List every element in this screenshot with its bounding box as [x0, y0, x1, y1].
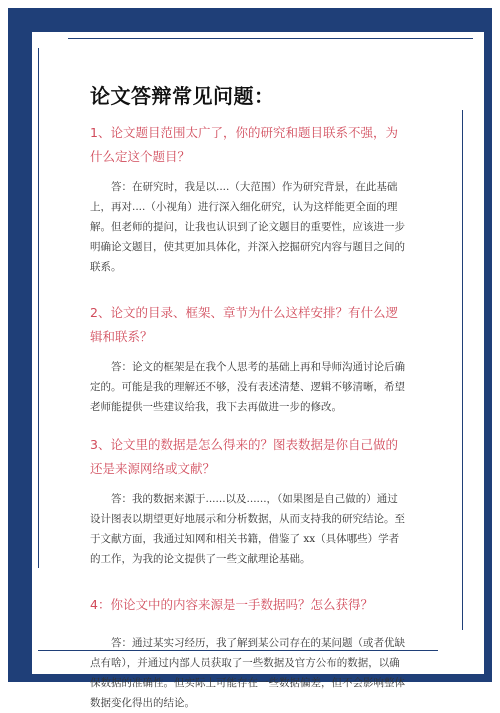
- answer-3: 答：我的数据来源于......以及......，（如果图是自己做的）通过设计图表以期望更好地展示和分析数据，从而支持我的研究结论。至于文献方面，我通过知网和相关书籍，借鉴了 xx（具体哪些）学者的工作，为我的论文提供了一些文献理论基础。: [90, 493, 405, 565]
- answer-2: 答：论文的框架是在我个人思考的基础上再和导师沟通讨论后确定的。可能是我的理解还不够，没有表述清楚、逻辑不够清晰，希望老师能提供一些建议给我，我下去再做进一步的修改。: [90, 361, 405, 413]
- right-rule: [462, 110, 463, 630]
- left-rule: [38, 48, 39, 568]
- answer-1: 答：在研究时，我是以....（大范围）作为研究背景，在此基础上，再对....（小视角）进行深入细化研究，认为这样能更全面的理解。但老师的提问，让我也认识到了论文题目的重要性，应该进一步明确论文题目，使其更加具体化，并深入挖掘研究内容与题目之间的联系。: [90, 181, 405, 273]
- page-title: 论文答辩常见问题：: [90, 84, 275, 108]
- answer-4: 答：通过某实习经历，我了解到某公司存在的某问题（或者优缺点有啥），并通过内部人员获取了一些数据及官方公布的数据，以确保数据的准确性。但实际上可能存在一些数据偏差，但不会影响整体数据变化得出的结论。: [90, 637, 405, 709]
- document-body: [90, 80, 408, 713]
- question-3: 3、论文里的数据是怎么得来的？图表数据是你自己做的还是来源网络或文献？: [90, 437, 398, 476]
- question-2: 2、论文的目录、框架、章节为什么这样安排？有什么逻辑和联系？: [90, 305, 398, 344]
- question-4: 4：你论文中的内容来源是一手数据吗？怎么获得？: [90, 597, 373, 612]
- top-rule: [68, 38, 473, 39]
- question-1: 1、论文题目范围太广了，你的研究和题目联系不强，为什么定这个题目？: [90, 125, 398, 164]
